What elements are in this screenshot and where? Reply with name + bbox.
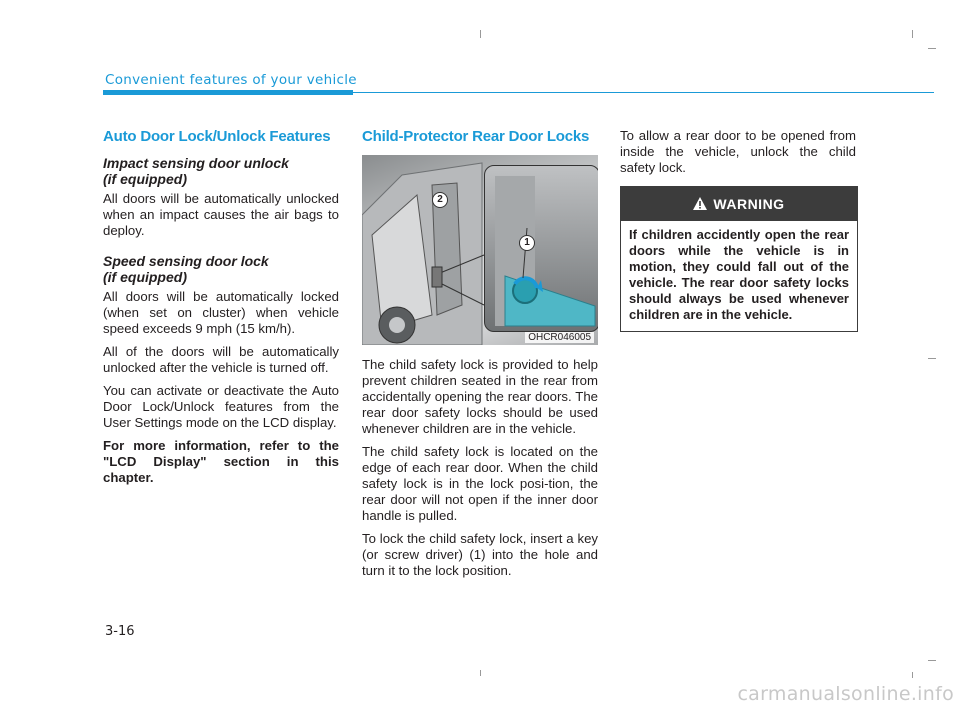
- paragraph: All doors will be automatically locked (when set on cluster) when vehicle speed exceeds 9 mph (15 km/h).: [103, 289, 339, 336]
- subheading-impact-unlock: Impact sensing door unlock (if equipped): [103, 155, 289, 187]
- warning-body: [621, 221, 857, 331]
- warning-box: [620, 186, 858, 332]
- crop-mark: [480, 30, 481, 38]
- crop-mark: [928, 358, 936, 359]
- callout-1: 1: [519, 235, 535, 251]
- paragraph: You can activate or deactivate the Auto Door Lock/Unlock features from the User Settings mode on the LCD display.: [103, 383, 339, 430]
- crop-mark: [480, 670, 481, 676]
- warning-header: [621, 187, 857, 221]
- column-3: [620, 128, 856, 332]
- paragraph: To lock the child safety lock, insert a key (or screw driver) (1) into the hole and turn it to the lock position.: [362, 531, 598, 578]
- callout-2: 2: [432, 192, 448, 208]
- figure-code: OHCR046005: [525, 332, 594, 343]
- subheading-speed-lock: Speed sensing door lock (if equipped): [103, 253, 269, 285]
- crop-mark: [912, 672, 913, 678]
- paragraph: The child safety lock is located on the edge of each rear door. When the child safety lock is in the lock posi-tion, the rear door will not open if the inner door handle is pulled.: [362, 444, 598, 523]
- warning-title: WARNING: [713, 196, 785, 212]
- warning-text: If children accidently open the rear doors while the vehicle is in motion, they could fall out of the vehicle. The rear door safety locks should always be used whenever children are in the vehicle.: [629, 227, 849, 322]
- column-2: [362, 128, 598, 586]
- heading-auto-door-lock: Auto Door Lock/Unlock Features: [103, 128, 331, 145]
- column-1: [103, 128, 339, 493]
- header-rule-thin: [353, 92, 934, 93]
- paragraph: All of the doors will be automatically unlocked after the vehicle is turned off.: [103, 344, 339, 375]
- section-title: Convenient features of your vehicle: [105, 72, 357, 88]
- page-number: 3-16: [105, 624, 135, 639]
- heading-child-protector: Child-Protector Rear Door Locks: [362, 128, 590, 145]
- watermark: carmanualsonline.info: [737, 683, 954, 705]
- crop-mark: [928, 660, 936, 661]
- paragraph: To allow a rear door to be opened from inside the vehicle, unlock the child safety lock.: [620, 128, 856, 175]
- lock-detail-inset: [484, 165, 598, 332]
- paragraph: All doors will be automatically unlocked when an impact causes the air bags to deploy.: [103, 191, 339, 238]
- header-rule-thick: [103, 90, 353, 95]
- crop-mark: [928, 48, 936, 49]
- paragraph: The child safety lock is provided to help prevent children seated in the rear from accidentally opening the rear doors. The rear door safety locks should be used whenever children are in the vehicle.: [362, 357, 598, 436]
- child-lock-illustration: [362, 155, 598, 345]
- lock-detail-drawing: [485, 166, 598, 331]
- crop-mark: [912, 30, 913, 38]
- reference-note: For more information, refer to the "LCD Display" section in this chapter.: [103, 438, 339, 485]
- warning-triangle-icon: [693, 197, 707, 210]
